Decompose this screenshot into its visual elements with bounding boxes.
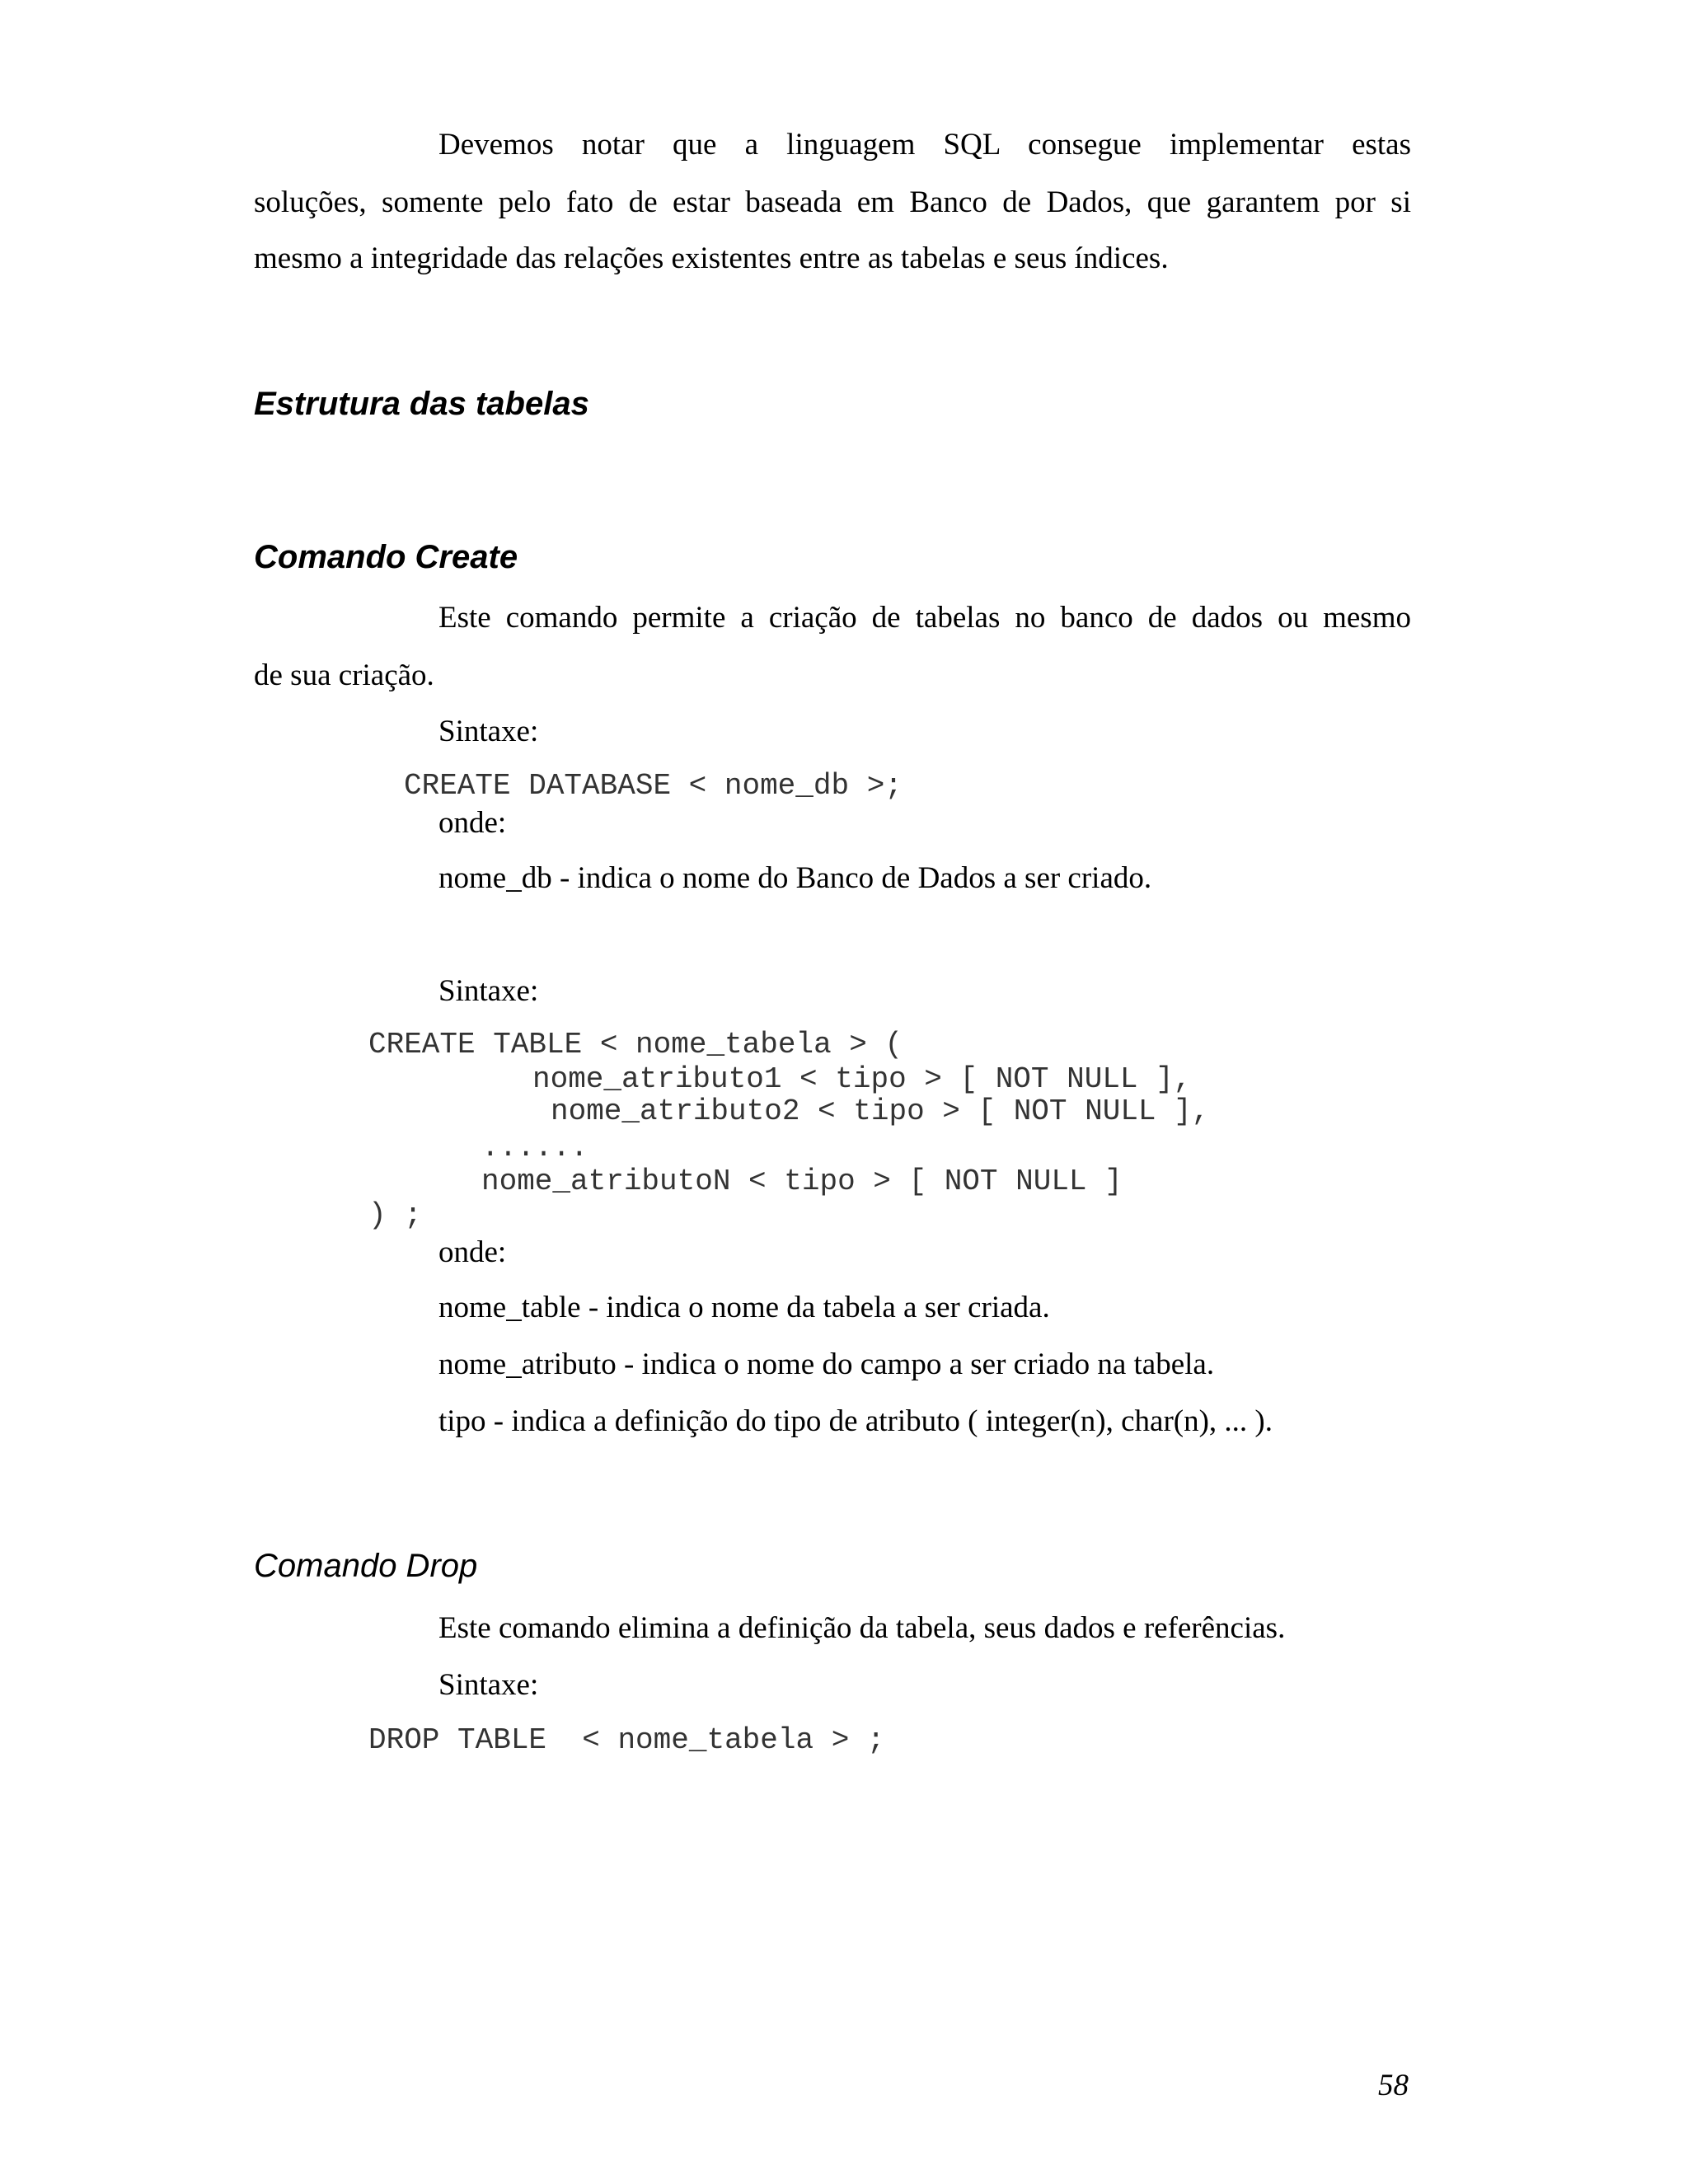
syntax-label-1: Sintaxe: [438,715,539,748]
definition-nome-db: nome_db - indica o nome do Banco de Dados a ser criado. [438,861,1152,895]
drop-desc: Este comando elimina a definição da tabela, seus dados e referências. [438,1611,1286,1645]
intro-line-3: mesmo a integridade das relações existentes entre as tabelas e seus índices. [254,241,1169,275]
onde-label-1: onde: [438,806,507,840]
definition-tipo: tipo - indica a definição do tipo de atributo ( integer(n), char(n), ... ). [438,1404,1273,1438]
definition-nome-table: nome_table - indica o nome da tabela a ser criada. [438,1291,1050,1324]
code-create-table-line-3: nome_atributo2 < tipo > [ NOT NULL ], [551,1094,1210,1128]
create-desc-line-2: de sua criação. [254,658,434,692]
code-create-database: CREATE DATABASE < nome_db >; [404,769,903,803]
page-number: 58 [1378,2069,1409,2102]
code-create-table-line-5: nome_atributoN < tipo > [ NOT NULL ] [481,1165,1123,1198]
code-create-table-line-2: nome_atributo1 < tipo > [ NOT NULL ], [532,1062,1192,1096]
code-create-table-line-4: ...... [481,1131,588,1165]
create-desc-line-1: Este comando permite a criação de tabelas no banco de dados ou mesmo [438,601,1411,635]
onde-label-2: onde: [438,1235,507,1269]
intro-line-1: Devemos notar que a linguagem SQL consegue implementar estas [438,128,1411,162]
code-create-table-line-1: CREATE TABLE < nome_tabela > ( [368,1028,903,1062]
section-heading: Estrutura das tabelas [254,386,589,422]
code-create-table-line-6: ) ; [368,1198,422,1232]
code-drop-table: DROP TABLE < nome_tabela > ; [368,1723,885,1757]
syntax-label-2: Sintaxe: [438,974,539,1008]
create-heading: Comando Create [254,539,518,575]
drop-syntax-label: Sintaxe: [438,1668,539,1702]
drop-heading: Comando Drop [254,1548,478,1584]
intro-line-2: soluções, somente pelo fato de estar baseada em Banco de Dados, que garantem por si [254,185,1411,219]
definition-nome-atributo: nome_atributo - indica o nome do campo a ser criado na tabela. [438,1347,1215,1381]
